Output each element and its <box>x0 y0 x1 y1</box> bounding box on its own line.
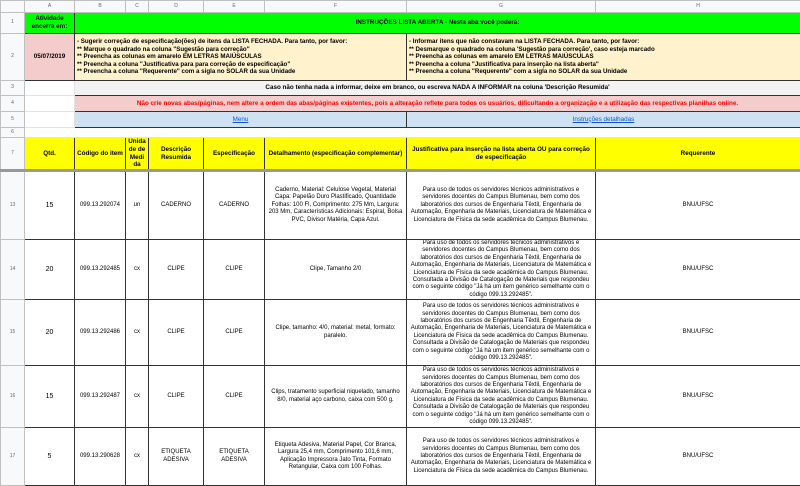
instructions-title: INSTRUÇÕES LISTA ABERTA - Nesta aba você poderá: <box>75 13 800 34</box>
details-cell <box>407 112 800 128</box>
header-qtd[interactable]: Qtd. <box>25 138 75 171</box>
cell-unidade[interactable]: cx <box>126 240 149 300</box>
instruction-line: ** Preencha a coluna "Requerente" com a sigla no SOLAR da sua Unidade <box>77 68 404 76</box>
cell-descricao[interactable]: CLIPE <box>149 240 204 300</box>
cell-justificativa[interactable]: Para uso de todos os servidores técnicos administrativos e servidores docentes do Campus Blumenau, bem como dos laboratórios dos cursos de Engenharia Têxtil, Engenharia de Automação, Engenharia de Materiais, Licenciatura de Matemática e Licenciatura de Física da sede acadêmica do Campus Blumenau. Consultada a Divisão de Catalogação de Materiais que respondeu com o seguinte código "Já há um item genérico semelhante com o código 099.13.292485". <box>407 240 596 300</box>
nothing-to-report-note: Caso não tenha nada a informar, deixe em branco, ou escreva NADA A INFORMAR na coluna 'Descrição Resumida' <box>75 81 800 96</box>
cell-detalhamento[interactable]: Caderno, Material: Celulose Vegetal, Material Capa: Papelão Duro Plastificado, Quantidade Folhas: 100 Fl, Comprimento: 275 Mm, Largura: 203 Mm, Características Adicionais: Espiral, Bolsa PVC, Divisor Matéria, Capa Azul. <box>265 171 407 240</box>
cell-especificacao[interactable]: CLIPE <box>204 366 265 428</box>
cell-justificativa[interactable]: Para uso de todos os servidores técnicos administrativos e servidores docentes do Campus Blumenau, bem como dos laboratórios dos cursos de Engenharia Têxtil, Engenharia de Automação, Engenharia de Materiais, Licenciatura de Matemática e Licenciatura de Física da sede acadêmica do Campus Blumenau. <box>407 171 596 240</box>
cell-codigo[interactable]: 099.13.292074 <box>75 171 126 240</box>
column-header[interactable]: C <box>126 1 149 13</box>
empty-row[interactable] <box>25 128 800 138</box>
cell-requerente[interactable]: BNU/UFSC <box>596 366 800 428</box>
cell-codigo[interactable]: 099.13.290628 <box>75 428 126 486</box>
cell-justificativa[interactable]: Para uso de todos os servidores técnicos administrativos e servidores docentes do Campus Blumenau, bem como dos laboratórios dos cursos de Engenharia Têxtil, Engenharia de Automação, Engenharia de Materiais, Licenciatura de Matemática e Licenciatura de Física da sede acadêmica do Campus Blumenau. <box>407 428 596 486</box>
cell-requerente[interactable]: BNU/UFSC <box>596 240 800 300</box>
cell-qtd[interactable]: 20 <box>25 300 75 366</box>
header-codigo[interactable]: Código do item <box>75 138 126 171</box>
table-row <box>1 428 800 486</box>
row-number[interactable]: 2 <box>1 34 25 81</box>
cell-especificacao[interactable]: ETIQUETA ADESIVA <box>204 428 265 486</box>
instruction-line: ** Desmarque o quadrado na coluna 'Sugestão para correção', caso esteja marcado <box>409 46 798 54</box>
cell-codigo[interactable]: 099.13.292487 <box>75 366 126 428</box>
row-number[interactable]: 13 <box>1 171 25 240</box>
header-detalhamento[interactable]: Detalhamento (especificação complementar) <box>265 138 407 171</box>
cell-descricao[interactable]: CLIPE <box>149 366 204 428</box>
cell-detalhamento[interactable]: Clipe, tamanho: 4/0, material: metal, formato: paralelo. <box>265 300 407 366</box>
column-header[interactable]: H <box>596 1 800 13</box>
header-justificativa[interactable]: Justificativa para inserção na lista aberta OU para correção de especificação <box>407 138 596 171</box>
cell-unidade[interactable]: cx <box>126 300 149 366</box>
cell-unidade[interactable]: cx <box>126 366 149 428</box>
row-number[interactable]: 14 <box>1 240 25 300</box>
instruction-line: ** Preencha a coluna "Justificativa para para correção de especificação" <box>77 61 404 69</box>
row-number[interactable]: 17 <box>1 428 25 486</box>
column-header[interactable]: A <box>25 1 75 13</box>
row-number[interactable]: 15 <box>1 300 25 366</box>
instruction-line: ** Marque o quadrado na coluna "Sugestão para correção" <box>77 46 404 54</box>
cell-detalhamento[interactable]: Clips, tratamento superficial niquelado, tamanho 8/0, material aço carbono, caixa com 500 g. <box>265 366 407 428</box>
row-number[interactable]: 1 <box>1 13 25 34</box>
cell-descricao[interactable]: ETIQUETA ADESIVA <box>149 428 204 486</box>
header-especificacao[interactable]: Especificação <box>204 138 265 171</box>
table-row <box>1 366 800 428</box>
cell-detalhamento[interactable]: Etiqueta Adesiva, Material Papel, Cor Branca, Largura 25,4 mm, Comprimento 101,6 mm, Aplicação Impressora Jato Tinta, Formato Retangular, Caixa com 100 Folhas. <box>265 428 407 486</box>
cell-requerente[interactable]: BNU/UFSC <box>596 171 800 240</box>
cell-requerente[interactable]: BNU/UFSC <box>596 300 800 366</box>
column-header[interactable]: E <box>204 1 265 13</box>
cell-qtd[interactable]: 5 <box>25 428 75 486</box>
cell-unidade[interactable]: cx <box>126 428 149 486</box>
cell-especificacao[interactable]: CLIPE <box>204 300 265 366</box>
open-list-instructions <box>407 34 800 81</box>
table-row <box>1 240 800 300</box>
column-header[interactable]: F <box>265 1 407 13</box>
cell-qtd[interactable]: 20 <box>25 240 75 300</box>
table-row <box>1 171 800 240</box>
header-unidade[interactable]: Unida de de Medi da <box>126 138 149 171</box>
column-header[interactable]: B <box>75 1 126 13</box>
cell-requerente[interactable]: BNU/UFSC <box>596 428 800 486</box>
select-all-corner[interactable] <box>1 1 25 13</box>
cell-codigo[interactable]: 099.13.292485 <box>75 240 126 300</box>
closed-list-instructions <box>75 34 407 81</box>
row-number[interactable]: 6 <box>1 128 25 138</box>
activity-label: Atividade encerra em: <box>25 13 75 34</box>
header-descricao[interactable]: Descrição Resumida <box>149 138 204 171</box>
instruction-line: ** Preencha as colunas em amarelo EM LETRAS MAIÚSCULAS <box>409 53 798 61</box>
cell-qtd[interactable]: 15 <box>25 366 75 428</box>
cell-justificativa[interactable]: Para uso de todos os servidores técnicos administrativos e servidores docentes do Campus Blumenau, bem como dos laboratórios dos cursos de Engenharia Têxtil, Engenharia de Automação, Engenharia de Materiais, Licenciatura de Matemática e Licenciatura de Física da sede acadêmica do Campus Blumenau. Consultada a Divisão de Catalogação de Materiais que respondeu com o seguinte código "Já há um item genérico semelhante com o código 099.13.292485". <box>407 300 596 366</box>
empty-cell[interactable] <box>25 112 75 128</box>
deadline-date: 05/07/2019 <box>25 34 75 81</box>
row-number[interactable]: 5 <box>1 112 25 128</box>
row-number[interactable]: 7 <box>1 138 25 171</box>
cell-unidade[interactable]: un <box>126 171 149 240</box>
column-headers <box>1 1 800 13</box>
menu-cell <box>75 112 407 128</box>
cell-detalhamento[interactable]: Clipe, Tamanho 2/0 <box>265 240 407 300</box>
instruction-line: ** Preencha a coluna "Requerente" com a sigla no SOLAR da sua Unidade <box>409 68 798 76</box>
empty-cell[interactable] <box>25 96 75 112</box>
menu-link[interactable]: Menu <box>233 116 249 123</box>
row-number[interactable]: 16 <box>1 366 25 428</box>
instruction-line: - Informar itens que não constavam na LISTA FECHADA. Para tanto, por favor: <box>409 38 798 46</box>
cell-especificacao[interactable]: CADERNO <box>204 171 265 240</box>
instruction-line: ** Preencha a coluna "Justificativa para inserção na lista aberta" <box>409 61 798 69</box>
cell-qtd[interactable]: 15 <box>25 171 75 240</box>
empty-cell[interactable] <box>25 81 75 96</box>
row-number[interactable]: 4 <box>1 96 25 112</box>
detailed-instructions-link[interactable]: Instruções detalhadas <box>573 116 635 123</box>
warning-message: Não crie novas abas/páginas, nem altere a ordem das abas/páginas existentes, pois a alteração reflete para todos os usuários, dificultando a organização e a utilização das respectivas planilhas online. <box>75 96 800 112</box>
cell-codigo[interactable]: 099.13.292486 <box>75 300 126 366</box>
header-requerente[interactable]: Requerente <box>596 138 800 171</box>
table-row <box>1 300 800 366</box>
cell-descricao[interactable]: CLIPE <box>149 300 204 366</box>
cell-descricao[interactable]: CADERNO <box>149 171 204 240</box>
column-header[interactable]: G <box>407 1 596 13</box>
instruction-line: - Sugerir correção de especificação(ões) de itens da LISTA FECHADA. Para tanto, por favor: <box>77 38 404 46</box>
instruction-line: ** Preencha as colunas em amarelo EM LETRAS MAIÚSCULAS <box>77 53 404 61</box>
column-header[interactable]: D <box>149 1 204 13</box>
cell-justificativa[interactable]: Para uso de todos os servidores técnicos administrativos e servidores docentes do Campus Blumenau, bem como dos laboratórios dos cursos de Engenharia Têxtil, Engenharia de Automação, Engenharia de Materiais, Licenciatura de Matemática e Licenciatura de Física da sede acadêmica do Campus Blumenau. Consultada a Divisão de Catalogação de Materiais que respondeu com o seguinte código "Já há um item genérico semelhante com o código 099.13.292485". <box>407 366 596 428</box>
row-number[interactable]: 3 <box>1 81 25 96</box>
cell-especificacao[interactable]: CLIPE <box>204 240 265 300</box>
